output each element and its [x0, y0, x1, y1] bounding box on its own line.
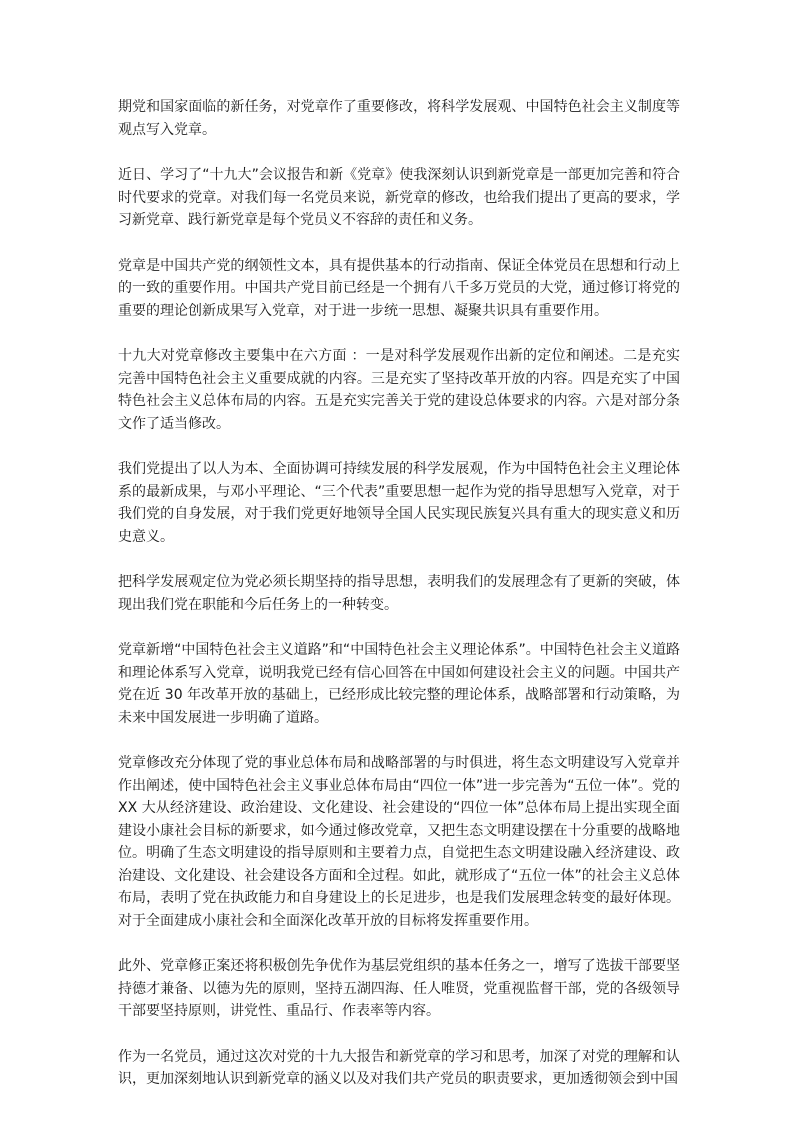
paragraph-2: 近日、学习了“十九大”会议报告和新《党章》使我深刻认识到新党章是一部更加完善和符合时代要求的党章。对我们每一名党员来说，新党章的修改，也给我们提出了更高的要求，学习新党章、践行新党章是每个党员义不容辞的责任和义务。: [118, 167, 680, 228]
paragraph-9: 此外、党章修正案还将积极创先争优作为基层党组织的基本任务之一，增写了选拔干部要坚持德才兼备、以德为先的原则，坚持五湖四海、任人唯贤，党重视监督干部，党的各级领导干部要坚持原则，讲党性、重品行、作表率等内容。: [118, 958, 680, 1019]
paragraph-5: 我们党提出了以人为本、全面协调可持续发展的科学发展观，作为中国特色社会主义理论体系的最新成果，与邓小平理论、“三个代表”重要思想一起作为党的指导思想写入党章，对于我们党的自身发展，对于我们党更好地领导全国人民实现民族复兴具有重大的现实意义和历史意义。: [118, 461, 680, 545]
paragraph-7: 党章新增“中国特色社会主义道路”和“中国特色社会主义理论体系”。中国特色社会主义道路和理论体系写入党章，说明我党已经有信心回答在中国如何建设社会主义的问题。中国共产党在近 30 年改革开放的基础上，已经形成比较完整的理论体系，战略部署和行动策略，为未来中国发展进一步明确了道路。: [118, 642, 680, 726]
paragraph-4: 十九大对党章修改主要集中在六方面 ：一是对科学发展观作出新的定位和阐述。二是充实完善中国特色社会主义重要成就的内容。三是充实了坚持改革开放的内容。四是充实了中国特色社会主义总体布局的内容。五是充实完善关于党的建设总体要求的内容。六是对部分条文作了适当修改。: [118, 348, 680, 432]
paragraph-1: 期党和国家面临的新任务，对党章作了重要修改，将科学发展观、中国特色社会主义制度等观点写入党章。: [118, 99, 680, 138]
paragraph-10: 作为一名党员，通过这次对党的十九大报告和新党章的学习和思考，加深了对党的理解和认识，更加深刻地认识到新党章的涵义以及对我们共产党员的职责要求，更加透彻领会到中国: [118, 1048, 680, 1087]
paragraph-8: 党章修改充分体现了党的事业总体布局和战略部署的与时俱进，将生态文明建设写入党章并作出阐述，使中国特色社会主义事业总体布局由“四位一体”进一步完善为“五位一体”。党的 XX 大从经济建设、政治建设、文化建设、社会建设的“四位一体”总体布局上提出实现全面建设小康社会目标的新要求，如今通过修改党章，又把生态文明建设摆在十分重要的战略地位。明确了生态文明建设的指导原则和主要着力点，自觉把生态文明建设融入经济建设、政治建设、文化建设、社会建设各方面和全过程。如此，就形成了“五位一体”的社会主义总体布局，表明了党在执政能力和自身建设上的长足进步，也是我们发展理念转变的最好体现。对于全面建成小康社会和全面深化改革开放的目标将发挥重要作用。: [118, 755, 680, 929]
paragraph-6: 把科学发展观定位为党必须长期坚持的指导思想，表明我们的发展理念有了更新的突破，体现出我们党在职能和今后任务上的一种转变。: [118, 574, 680, 613]
document-page: [118, 96, 680, 1114]
paragraph-3: 党章是中国共产党的纲领性文本，具有提供基本的行动指南、保证全体党员在思想和行动上的一致的重要作用。中国共产党目前已经是一个拥有八千多万党员的大党，通过修订将党的重要的理论创新成果写入党章，对于进一步统一思想、凝聚共识具有重要作用。: [118, 257, 680, 319]
